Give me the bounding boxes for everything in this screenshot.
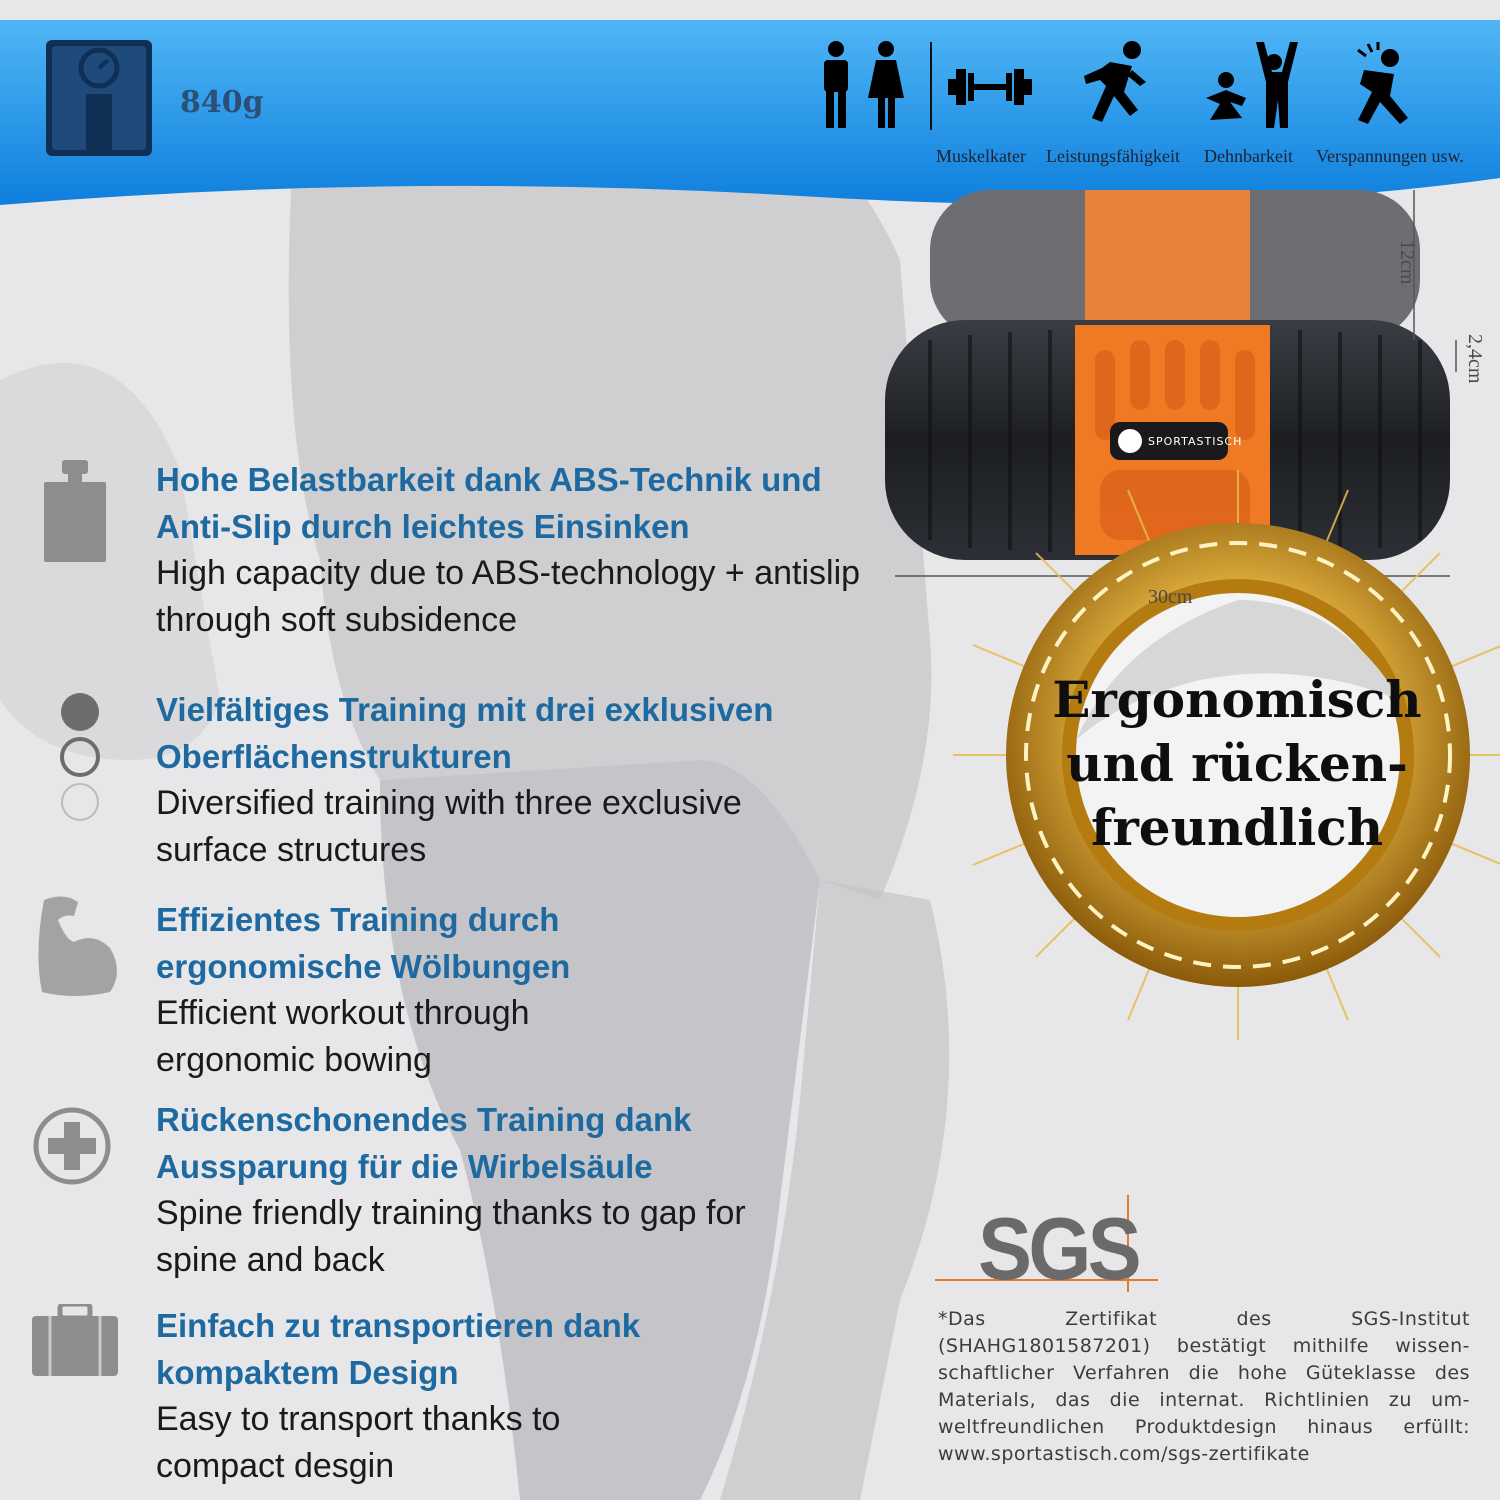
category-label-1: Muskelkater — [936, 146, 1026, 166]
sgs-logo: SGS — [978, 1199, 1138, 1298]
category-label-4: Verspannungen usw. — [1316, 146, 1464, 166]
weight-value: 840g — [180, 85, 264, 120]
seal-line-3: freundlich — [1090, 798, 1384, 857]
stretching-icon — [1202, 40, 1302, 130]
feature-2-text: Diversified training with three exclusive surface structures — [156, 784, 742, 869]
muscle-arm-icon — [34, 892, 120, 998]
running-icon — [1080, 40, 1152, 128]
feature-1-heading: Hohe Belastbarkeit dank ABS-Technik und Anti-Slip durch leichtes Einsinken — [156, 461, 822, 545]
feature-1 — [156, 456, 896, 644]
weight-icon — [44, 460, 106, 562]
banner-divider — [930, 42, 932, 130]
feature-2 — [156, 686, 796, 874]
dimension-height: 12cm — [1396, 240, 1418, 285]
plus-circle-icon — [32, 1106, 112, 1186]
seal-line-2: und rücken- — [1066, 734, 1408, 793]
category-label-3: Dehnbarkeit — [1204, 146, 1293, 166]
feature-3 — [156, 896, 656, 1084]
category-label-2: Leistungsfähigkeit — [1046, 146, 1180, 166]
scale-icon — [46, 40, 152, 156]
feature-4-text: Spine friendly training thanks to gap for spine and back — [156, 1194, 746, 1279]
feature-5-text: Easy to transport thanks to compact desgin — [156, 1400, 561, 1485]
tension-icon — [1350, 40, 1414, 130]
feature-5-heading: Einfach zu transportieren dank kompaktem Design — [156, 1307, 641, 1391]
dimension-gap: 2,4cm — [1464, 334, 1486, 384]
feature-4 — [156, 1096, 796, 1284]
brand-logo-text: SPORTASTISCH — [1148, 435, 1243, 448]
seal-line-1: Ergonomisch — [1052, 670, 1422, 729]
suitcase-icon — [32, 1304, 118, 1376]
three-circles-icon — [58, 690, 104, 824]
feature-3-text: Efficient workout through ergonomic bowing — [156, 994, 530, 1079]
certificate-note: *Das Zertifikat des SGS-Institut (SHAHG1801587201) bestätigt mithilfe wissen-schaftlicher Verfahren die hohe Güteklasse des Materials, das die internat. Richtlinien zu um-weltfreundlichen Produktdesign hinaus erfüllt: www.sportastisch.com/sgs-zertifikate — [938, 1308, 1470, 1465]
feature-2-heading: Vielfältiges Training mit drei exklusiven Oberflächenstrukturen — [156, 691, 774, 775]
feature-1-text: High capacity due to ABS-technology + antislip through soft subsidence — [156, 554, 861, 639]
dumbbell-icon — [948, 65, 1032, 109]
feature-4-heading: Rückenschonendes Training dank Aussparung für die Wirbelsäule — [156, 1101, 692, 1185]
feature-3-heading: Effizientes Training durch ergonomische Wölbungen — [156, 901, 571, 985]
man-woman-icon — [812, 40, 912, 130]
dimension-length: 30cm — [1148, 586, 1193, 608]
seal-text — [1040, 668, 1434, 860]
feature-5 — [156, 1302, 656, 1490]
